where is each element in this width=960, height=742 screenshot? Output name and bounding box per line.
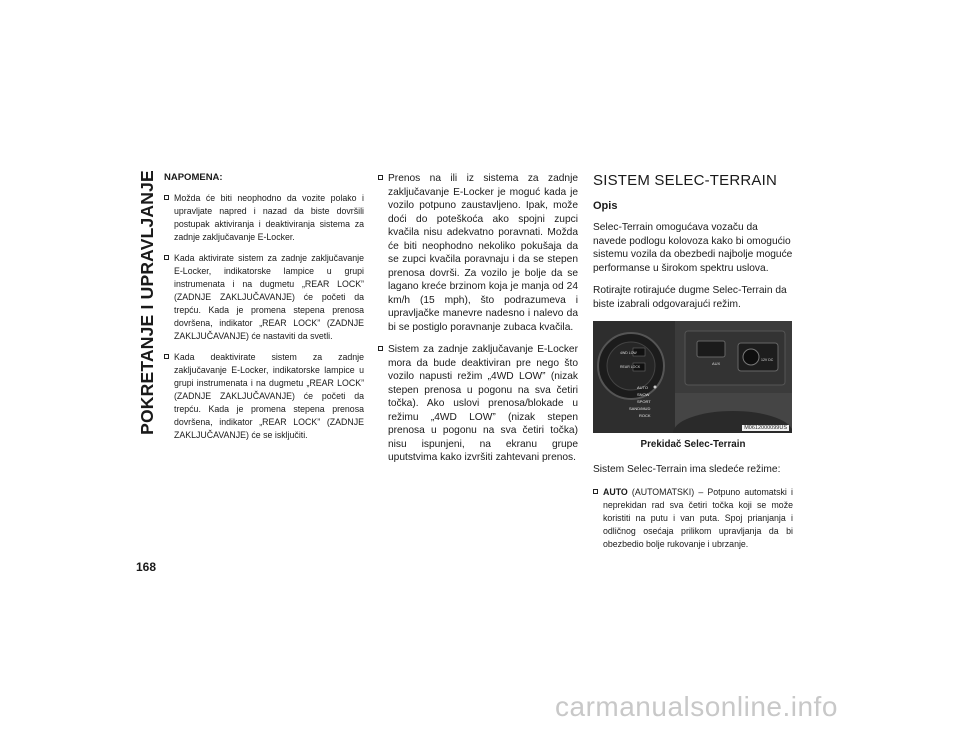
checkbox-bullet-icon: [164, 195, 169, 200]
note-bullet-3: Kada deaktivirate sistem za zadnje zaključavanje E-Locker, indikatorske lampice u grupi instrumenata i na dugmetu „REAR LOCK” (ZADNJE ZAKLJUČAVANJE) će početi da trepću. Kada je promena stepena prenosa dovršena, indikator „REAR LOCK” (ZADNJE ZAKLJUČAVANJE) će se isključiti.: [164, 351, 364, 442]
checkbox-bullet-icon: [378, 175, 383, 180]
checkbox-bullet-icon: [593, 489, 598, 494]
mode-auto: AUTO: [637, 385, 649, 390]
usb-port-icon: [697, 341, 725, 357]
page-number: 168: [136, 560, 157, 574]
side-section-title: POKRETANJE I UPRAVLJANJE: [136, 169, 157, 435]
subheading: Opis: [593, 200, 618, 212]
aux-label: AUX: [712, 361, 721, 366]
note-heading: NAPOMENA:: [164, 172, 223, 183]
selec-terrain-switch-photo: [593, 321, 792, 433]
checkbox-bullet-icon: [164, 255, 169, 260]
btn-label-4wd-low: 4WD LOW: [620, 351, 637, 355]
paragraph-instruction: Rotirajte rotirajuće dugme Selec-Terrain da biste izabrali odgovarajući režim.: [593, 285, 787, 310]
btn-label-rear-lock: REAR LOCK: [620, 365, 641, 369]
mode-rock: ROCK: [639, 413, 651, 418]
mode-snow: SNOW: [637, 392, 650, 397]
column-1: [164, 172, 364, 450]
watermark: carmanualsonline.info: [555, 691, 838, 722]
paragraph-description: Selec-Terrain omogućava vozaču da navede podlogu kolovoza kako bi omogućio sistemu vozila da obezbedi najbolje moguće performanse u širokom spektru uslova.: [593, 222, 793, 274]
note-bullet-2: Kada aktivirate sistem za zadnje zaključavanje E-Locker, indikatorske lampice u grupi instrumenata i na dugmetu „REAR LOCK” (ZADNJE ZAKLJUČAVANJE) će početi da trepću. Kada je promena stepena prenosa dovršena, indikator „REAR LOCK” (ZADNJE ZAKLJUČAVANJE) će nastaviti da svetli.: [164, 252, 364, 343]
12v-label: 12V DC: [761, 358, 774, 362]
paragraph-modes-intro: Sistem Selec-Terrain ima sledeće režime:: [593, 464, 781, 475]
mode-sport: SPORT: [637, 399, 651, 404]
figure-code: M0612000099US: [744, 425, 787, 431]
note-bullet-1: Možda će biti neophodno da vozite polako i upravljate napred i nazad da biste dovršili postupak aktiviranja i deaktiviranja sistema za zadnje zaključavanje E-Locker.: [164, 192, 364, 244]
checkbox-bullet-icon: [164, 354, 169, 359]
body-bullet-2: Sistem za zadnje zaključavanje E-Locker mora da bude deaktiviran pre nego što vozilo napusti režim „4WD LOW” (nizak stepen prenosa u pogonu na sva četiri točka). Ako uslovi prenosa/blokade u režimu „4WD LOW” (nizak stepen prenosa u pogonu na sva četiri točka) nisu ispunjeni, na ekranu grupe uputstvima kako izvršiti zahtevani prenos.: [378, 343, 578, 465]
mode-sand-mud: SAND/MUD: [629, 406, 651, 411]
column-3: [593, 172, 793, 559]
switch-illustration: [593, 321, 792, 433]
column-2: [378, 172, 578, 474]
checkbox-bullet-icon: [378, 346, 383, 351]
mode-bullet-auto: AUTO (AUTOMATSKI) – Potpuno automatski i neprekidan rad sva četiri točka koji se može koristiti na putu i van puta. Spoj prianjanja i odličnog osećaja prilikom upravljanja da bi obezbedio bolje rukovanje i ubrzanje.: [593, 486, 793, 551]
figure-caption: Prekidač Selec-Terrain: [640, 439, 746, 450]
body-bullet-1: Prenos na ili iz sistema za zadnje zaključavanje E-Locker je moguć kada je vozilo potpuno zaustavljeno. Ipak, može doći do poteškoća ako spojni zupci kvačila nisu adekvatno poravnati. Možda će biti neophodno nekoliko pokušaja da se zupci kvačila poravnaju i da se stepen prenosa dovrši. Za vozilo je bolje da se lagano kreće brzinom koja je manja od 24 km/h (15 mph), što podrazumeva i upravljačke manevre nadesno i nalevo da bi se postiglo poravnanje zubaca kvačila.: [378, 172, 578, 334]
section-title: SISTEM SELEC-TERRAIN: [593, 172, 778, 189]
